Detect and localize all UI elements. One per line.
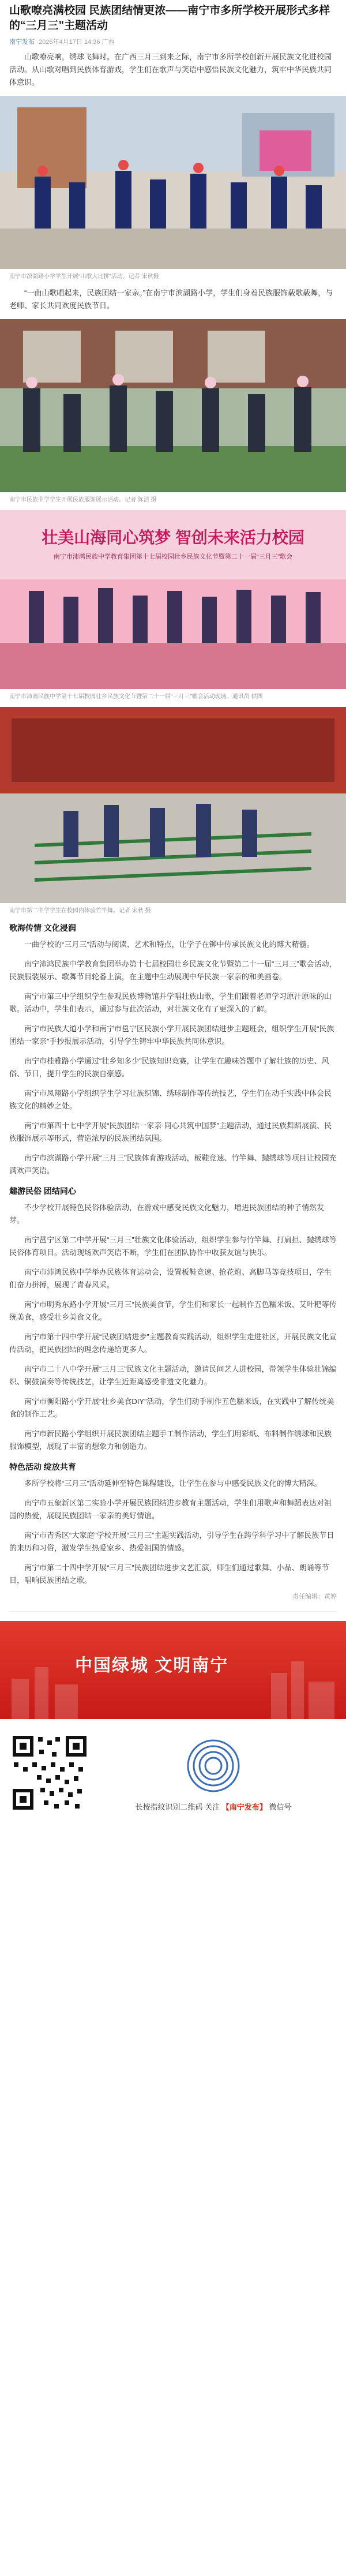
divider bbox=[9, 1611, 337, 1612]
qr-tip bbox=[136, 1798, 292, 1812]
intro-paragraph: 山歌嘹亮响，绣球飞舞时。在广西三月三到来之际，南宁市多所学校创新开展民族文化进校园活动。从山歌对唱到民族体育游戏，学生们在歌声与笑语中感悟民族文化魅力，筑牢中华民族共同体意识。 bbox=[9, 53, 332, 87]
qr-section bbox=[0, 1719, 346, 1816]
qr-code[interactable] bbox=[9, 1732, 90, 1813]
section-2-paragraph: 南宁市明秀东路小学开展“三月三”民族美食节，学生们和家长一起制作五色糯米饭、艾叶粑等传统美食，感受壮乡美食文化。 bbox=[9, 1300, 337, 1321]
section-1-paragraph: 南宁沛鸿民族中学教育集团举办第十七届校园壮乡民族文化节暨第二十一届“三月三”歌会活动，民族服装展示、歌舞节目轮番上演，在主题中生动展现中华民族一家亲的和美画卷。 bbox=[9, 960, 337, 981]
photo-1-caption: 南宁市滨湖路小学学生开展“山歌大比拼”活动。记者 宋秋摄 bbox=[9, 274, 159, 280]
qr-tip-prefix: 长按指纹识别二维码 关注 bbox=[135, 1802, 220, 1811]
qr-code-icon bbox=[9, 1732, 90, 1813]
photo-3-caption: 南宁市沛鸿民族中学第十七届校园壮乡民族文化节暨第二十一届“三月三”歌会活动现场。通讯员 供图 bbox=[9, 694, 263, 700]
section-1-paragraph: 南宁市第三中学组织学生参观民族博物馆并学唱壮族山歌，学生们跟着老师学习原汁原味的山歌。活动中，学生们表示，通过参与此次活动，对壮族文化有了更深入的了解。 bbox=[9, 992, 332, 1013]
section-3-paragraph: 南宁市青秀区“大家庭”学校开展“三月三”主题实践活动，引导学生在跨学科学习中了解民族节日的来历和习俗，激发学生热爱家乡、热爱祖国的情感。 bbox=[9, 1531, 334, 1552]
photo-2-caption: 南宁市民族中学学生开展民族服饰展示活动。记者 陈洁 摄 bbox=[9, 497, 157, 503]
section-1-paragraph: 南宁市凤翔路小学组织学生学习壮族织锦、绣球制作等传统技艺，学生们在动手实践中体会民族文化的精妙之处。 bbox=[9, 1089, 332, 1110]
editor-credit: 责任编辑：黄婷 bbox=[292, 1593, 337, 1600]
qr-tip-suffix: 微信号 bbox=[269, 1802, 292, 1811]
section-1-heading: 歌海传情 文化浸润 bbox=[9, 923, 76, 933]
section-2-paragraph: 不少学校开展特色民俗体验活动，在游戏中感受民族文化魅力，增进民族团结的种子悄然发芽。 bbox=[9, 1203, 325, 1225]
section-1-paragraph: 南宁市滨湖路小学开展“三月三”民族体育游戏活动，板鞋竞速、竹竿舞、抛绣球等项目让校园充满欢声笑语。 bbox=[9, 1154, 337, 1175]
fingerprint-icon[interactable] bbox=[182, 1734, 245, 1798]
photo-3-banner-line1: 壮美山海同心筑梦 智创未来活力校园 bbox=[42, 529, 304, 546]
footer-banner bbox=[0, 1621, 346, 1719]
photo-4-caption: 南宁市第二中学学生在校园内体验竹竿舞。记者 宋秋 摄 bbox=[9, 908, 151, 914]
section-2-heading: 趣游民俗 团结同心 bbox=[9, 1186, 76, 1196]
photo-3-banner-line2: 南宁市沛鸿民族中学教育集团第十七届校园壮乡民族文化节暨第二十一届“三月三”歌会 bbox=[53, 553, 293, 560]
photo-3[interactable] bbox=[0, 510, 346, 700]
paragraph: “一曲山歌唱起来，民族团结一家亲。”在南宁市滨湖路小学，学生们身着民族服饰载歌载舞，与老师、家长共同欢度民族节日。 bbox=[9, 289, 333, 310]
section-2-paragraph: 南宁市新民路小学组织开展民族团结主题手工制作活动，学生们用彩纸、布料制作绣球和民族服饰模型，展现了丰富的想象力和创造力。 bbox=[9, 1429, 332, 1451]
article-meta bbox=[0, 33, 346, 51]
article-time: 2026年4月17日 14:36 广西 bbox=[39, 39, 115, 46]
section-1-paragraph: 南宁市民族大道小学和南宁市邕宁区民族小学开展民族团结进步主题班会，组织学生开展“民族团结一家亲”手抄报展示活动，引导学生铸牢中华民族共同体意识。 bbox=[9, 1024, 334, 1046]
photo-4[interactable] bbox=[0, 707, 346, 914]
section-3-paragraph: 南宁市五象新区第二实验小学开展民族团结进步教育主题活动，学生们用歌声和舞蹈表达对祖国的热爱，展现民族团结一家亲的美好情谊。 bbox=[9, 1499, 332, 1520]
article-title: 山歌嘹亮满校园 民族团结情更浓——南宁市多所学校开展形式多样的“三月三”主题活动 bbox=[9, 5, 330, 32]
section-2-paragraph: 南宁市二十八中学开展“三月三”民族文化主题活动，邀请民间艺人进校园，带领学生体验壮锦编织、铜鼓演奏等传统技艺，让学生近距离感受非遗文化魅力。 bbox=[9, 1365, 337, 1386]
photo-1[interactable] bbox=[0, 96, 346, 280]
section-3-paragraph: 多所学校将“三月三”活动延伸至特色课程建设，让学生在参与中感受民族文化的博大精深。 bbox=[24, 1479, 322, 1488]
section-1-paragraph: 一曲学校的“三月三”活动与阅读、艺术和特点，让学子在铆中传承民族文化的博大精髓。 bbox=[24, 940, 314, 949]
section-1-paragraph: 南宁市第四十七中学开展“民族团结一家亲·同心共筑中国梦”主题活动，通过民族舞蹈展演、民族服饰展示等形式，营造浓厚的民族团结氛围。 bbox=[9, 1121, 332, 1143]
photo-2[interactable] bbox=[0, 319, 346, 503]
section-2-paragraph: 南宁市第十四中学开展“民族团结进步”主题教育实践活动，组织学生走进社区，开展民族文化宣传活动，把民族团结的理念传递给更多人。 bbox=[9, 1332, 337, 1354]
footer-slogan: 中国绿城 文明南宁 bbox=[75, 1656, 229, 1675]
section-3-paragraph: 南宁市第二十四中学开展“三月三”民族团结进步文艺汇演，师生们通过歌舞、小品、朗诵等节目，唱响民族团结之歌。 bbox=[9, 1563, 329, 1585]
section-3-heading: 特色活动 绽放共育 bbox=[9, 1462, 76, 1472]
section-2-paragraph: 南宁市沛鸿民族中学举办民族体育运动会，设置板鞋竞速、抢花炮、高脚马等竞技项目，学生们奋力拼搏，展现了青春风采。 bbox=[9, 1268, 332, 1289]
qr-tip-brand[interactable]: 【南宁发布】 bbox=[221, 1802, 267, 1811]
section-1-paragraph: 南宁市桂雅路小学通过“壮乡知多少”民族知识竞赛，让学生在趣味答题中了解壮族的历史、风俗、节日，提升学生的民族自豪感。 bbox=[9, 1057, 329, 1078]
photo-1-image bbox=[0, 96, 346, 269]
section-2-paragraph: 南宁市衡阳路小学开展“壮乡美食DIY”活动，学生们动手制作五色糯米饭，在实践中了解传统美食的制作工艺。 bbox=[9, 1397, 334, 1418]
photo-2-image bbox=[0, 319, 346, 492]
article-source[interactable]: 南宁发布 bbox=[9, 39, 35, 46]
section-2-paragraph: 南宁邕宁区第二中学开展“三月三”壮族文化体验活动，组织学生参与竹竿舞、打扁担、抛绣球等民俗体育项目。活动现场欢声笑语不断，学生们在团队协作中收获友谊与快乐。 bbox=[9, 1235, 337, 1257]
photo-4-image bbox=[0, 707, 346, 903]
